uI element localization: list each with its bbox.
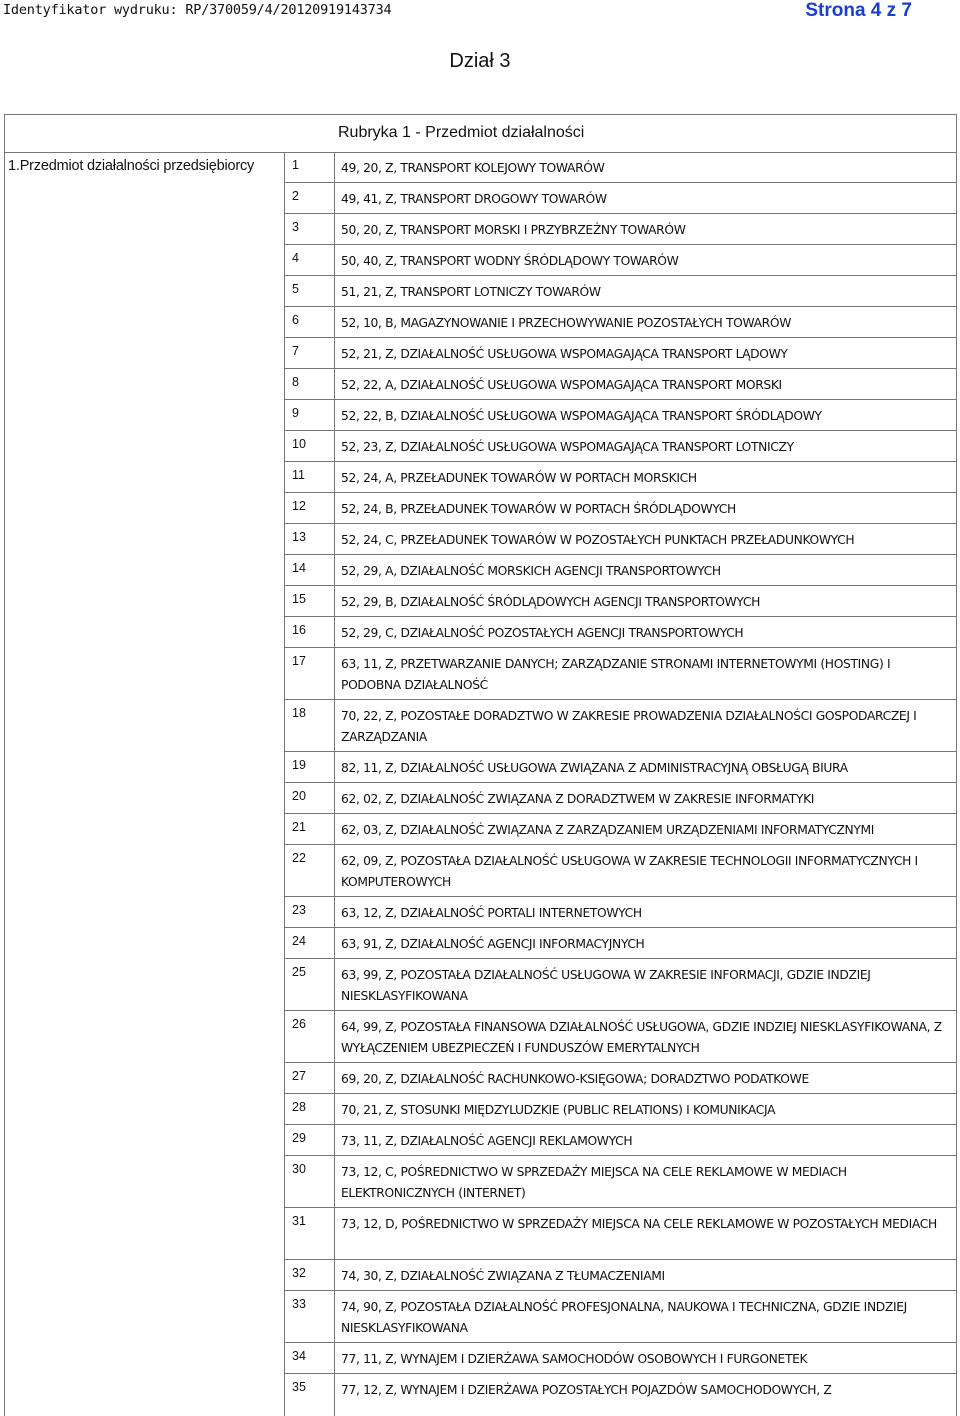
row-number: 22 (292, 851, 306, 865)
row-number: 32 (292, 1266, 306, 1280)
activity-text: 77, 12, Z, WYNAJEM I DZIERŻAWA POZOSTAŁYCH POJAZDÓW SAMOCHODOWYCH, Z (341, 1383, 832, 1397)
activity-text: 63, 99, Z, POZOSTAŁA DZIAŁALNOŚĆ USŁUGOWA W ZAKRESIE INFORMACJI, GDZIE INDZIEJ NIESKLASYFIKOWANA (341, 968, 871, 1003)
activity-text: 74, 90, Z, POZOSTAŁA DZIAŁALNOŚĆ PROFESJONALNA, NAUKOWA I TECHNICZNA, GDZIE INDZIEJ NIESKLASYFIKOWANA (341, 1300, 907, 1335)
table-row (284, 586, 957, 617)
activity-text: 63, 12, Z, DZIAŁALNOŚĆ PORTALI INTERNETOWYCH (341, 906, 642, 920)
section-title: Dział 3 (449, 50, 511, 72)
table-row (284, 1374, 957, 1405)
row-number: 9 (292, 406, 299, 420)
activity-text: 52, 22, A, DZIAŁALNOŚĆ USŁUGOWA WSPOMAGAJĄCA TRANSPORT MORSKI (341, 378, 782, 392)
table-row (284, 214, 957, 245)
activity-text: 62, 03, Z, DZIAŁALNOŚĆ ZWIĄZANA Z ZARZĄDZANIEM URZĄDZENIAMI INFORMATYCZNYMI (341, 823, 875, 837)
table-row (284, 1343, 957, 1374)
row-number: 33 (292, 1297, 306, 1311)
row-number: 29 (292, 1131, 306, 1145)
table-row (284, 617, 957, 648)
activity-text: 52, 10, B, MAGAZYNOWANIE I PRZECHOWYWANIE POZOSTAŁYCH TOWARÓW (341, 316, 792, 330)
table-row (284, 752, 957, 783)
activity-text: 49, 41, Z, TRANSPORT DROGOWY TOWARÓW (341, 192, 607, 206)
row-number: 12 (292, 499, 306, 513)
row-number: 23 (292, 903, 306, 917)
activity-text: 50, 40, Z, TRANSPORT WODNY ŚRÓDLĄDOWY TOWARÓW (341, 254, 679, 268)
row-number: 24 (292, 934, 306, 948)
activity-text: 73, 12, C, POŚREDNICTWO W SPRZEDAŻY MIEJSCA NA CELE REKLAMOWE W MEDIACH ELEKTRONICZNYCH (INTERNET) (341, 1165, 847, 1200)
table-row (284, 307, 957, 338)
table-row (284, 1156, 957, 1208)
print-identifier: Identyfikator wydruku: RP/370059/4/20120919143734 (3, 2, 392, 18)
activity-text: 51, 21, Z, TRANSPORT LOTNICZY TOWARÓW (341, 285, 601, 299)
activity-text: 52, 29, B, DZIAŁALNOŚĆ ŚRÓDLĄDOWYCH AGENCJI TRANSPORTOWYCH (341, 595, 760, 609)
activity-text: 50, 20, Z, TRANSPORT MORSKI I PRZYBRZEŻNY TOWARÓW (341, 223, 686, 237)
activity-text: 62, 02, Z, DZIAŁALNOŚĆ ZWIĄZANA Z DORADZTWEM W ZAKRESIE INFORMATYKI (341, 792, 815, 806)
activity-text: 52, 29, A, DZIAŁALNOŚĆ MORSKICH AGENCJI TRANSPORTOWYCH (341, 564, 721, 578)
row-number: 19 (292, 758, 306, 772)
table-row (284, 1011, 957, 1063)
table-row (284, 152, 957, 183)
table-row (284, 928, 957, 959)
table-row (284, 400, 957, 431)
activity-text: 52, 24, B, PRZEŁADUNEK TOWARÓW W PORTACH ŚRÓDLĄDOWYCH (341, 502, 736, 516)
table-row (284, 1291, 957, 1343)
activity-text: 52, 23, Z, DZIAŁALNOŚĆ USŁUGOWA WSPOMAGAJĄCA TRANSPORT LOTNICZY (341, 440, 794, 454)
print-header (0, 0, 960, 22)
row-number: 4 (292, 251, 299, 265)
row-number: 16 (292, 623, 306, 637)
row-number: 26 (292, 1017, 306, 1031)
table-row (284, 524, 957, 555)
table-row (284, 462, 957, 493)
activity-text: 52, 22, B, DZIAŁALNOŚĆ USŁUGOWA WSPOMAGAJĄCA TRANSPORT ŚRÓDLĄDOWY (341, 409, 822, 423)
activity-text: 52, 29, C, DZIAŁALNOŚĆ POZOSTAŁYCH AGENCJI TRANSPORTOWYCH (341, 626, 744, 640)
table-row (284, 1260, 957, 1291)
rubryka-title: Rubryka 1 - Przedmiot działalności (338, 124, 585, 141)
activity-text: 73, 12, D, POŚREDNICTWO W SPRZEDAŻY MIEJSCA NA CELE REKLAMOWE W POZOSTAŁYCH MEDIACH (341, 1217, 937, 1231)
table-row (284, 431, 957, 462)
table-row (284, 338, 957, 369)
activity-text: 63, 11, Z, PRZETWARZANIE DANYCH; ZARZĄDZANIE STRONAMI INTERNETOWYMI (HOSTING) I PODOBNA DZIAŁALNOŚĆ (341, 657, 891, 692)
row-number: 28 (292, 1100, 306, 1114)
table-row (284, 245, 957, 276)
page-number: Strona 4 z 7 (805, 0, 912, 21)
table-row (284, 1063, 957, 1094)
activity-text: 52, 21, Z, DZIAŁALNOŚĆ USŁUGOWA WSPOMAGAJĄCA TRANSPORT LĄDOWY (341, 347, 788, 361)
table-row (284, 555, 957, 586)
table-row (284, 814, 957, 845)
activity-text: 74, 30, Z, DZIAŁALNOŚĆ ZWIĄZANA Z TŁUMACZENIAMI (341, 1269, 665, 1283)
activity-text: 63, 91, Z, DZIAŁALNOŚĆ AGENCJI INFORMACYJNYCH (341, 937, 645, 951)
table-row (284, 1125, 957, 1156)
row-number: 14 (292, 561, 306, 575)
row-number: 34 (292, 1349, 306, 1363)
table-row (284, 276, 957, 307)
activity-text: 62, 09, Z, POZOSTAŁA DZIAŁALNOŚĆ USŁUGOWA W ZAKRESIE TECHNOLOGII INFORMATYCZNYCH I KOMPUTEROWYCH (341, 854, 918, 889)
row-number: 20 (292, 789, 306, 803)
row-number: 13 (292, 530, 306, 544)
table-row (284, 897, 957, 928)
row-number: 8 (292, 375, 299, 389)
row-number: 3 (292, 220, 299, 234)
table-row (284, 845, 957, 897)
table-row (284, 493, 957, 524)
field-label: 1.Przedmiot działalności przedsiębiorcy (8, 158, 255, 174)
row-number: 18 (292, 706, 306, 720)
row-number: 35 (292, 1380, 306, 1394)
row-number: 11 (292, 468, 305, 482)
row-number: 5 (292, 282, 299, 296)
row-number: 6 (292, 313, 299, 327)
table-row (284, 369, 957, 400)
row-number: 2 (292, 189, 299, 203)
activity-text: 82, 11, Z, DZIAŁALNOŚĆ USŁUGOWA ZWIĄZANA Z ADMINISTRACYJNĄ OBSŁUGĄ BIURA (341, 761, 848, 775)
activity-text: 73, 11, Z, DZIAŁALNOŚĆ AGENCJI REKLAMOWYCH (341, 1134, 633, 1148)
activity-text: 64, 99, Z, POZOSTAŁA FINANSOWA DZIAŁALNOŚĆ USŁUGOWA, GDZIE INDZIEJ NIESKLASYFIKOWANA, Z WYŁĄCZENIEM UBEZPIECZEŃ I FUNDUSZÓW EMERYTALNYCH (341, 1020, 942, 1055)
table-row (284, 1208, 957, 1260)
row-number: 1 (292, 158, 299, 172)
row-number: 15 (292, 592, 306, 606)
activity-text: 69, 20, Z, DZIAŁALNOŚĆ RACHUNKOWO-KSIĘGOWA; DORADZTWO PODATKOWE (341, 1072, 809, 1086)
row-number: 25 (292, 965, 306, 979)
activity-text: 52, 24, A, PRZEŁADUNEK TOWARÓW W PORTACH MORSKICH (341, 471, 697, 485)
row-number: 10 (292, 437, 306, 451)
row-number: 7 (292, 344, 299, 358)
row-number: 31 (292, 1214, 306, 1228)
row-number: 17 (292, 654, 306, 668)
row-number: 21 (292, 820, 306, 834)
activity-text: 49, 20, Z, TRANSPORT KOLEJOWY TOWARÓW (341, 161, 605, 175)
activity-text: 52, 24, C, PRZEŁADUNEK TOWARÓW W POZOSTAŁYCH PUNKTACH PRZEŁADUNKOWYCH (341, 533, 855, 547)
table-row (284, 648, 957, 700)
table-row (284, 1094, 957, 1125)
table-row (284, 783, 957, 814)
table-row (284, 700, 957, 752)
activity-text: 70, 22, Z, POZOSTAŁE DORADZTWO W ZAKRESIE PROWADZENIA DZIAŁALNOŚCI GOSPODARCZEJ I ZARZĄDZANIA (341, 709, 917, 744)
row-number: 27 (292, 1069, 306, 1083)
table-row (284, 183, 957, 214)
activity-text: 70, 21, Z, STOSUNKI MIĘDZYLUDZKIE (PUBLIC RELATIONS) I KOMUNIKACJA (341, 1103, 776, 1117)
activity-text: 77, 11, Z, WYNAJEM I DZIERŻAWA SAMOCHODÓW OSOBOWYCH I FURGONETEK (341, 1352, 808, 1366)
row-number: 30 (292, 1162, 306, 1176)
table-row (284, 959, 957, 1011)
